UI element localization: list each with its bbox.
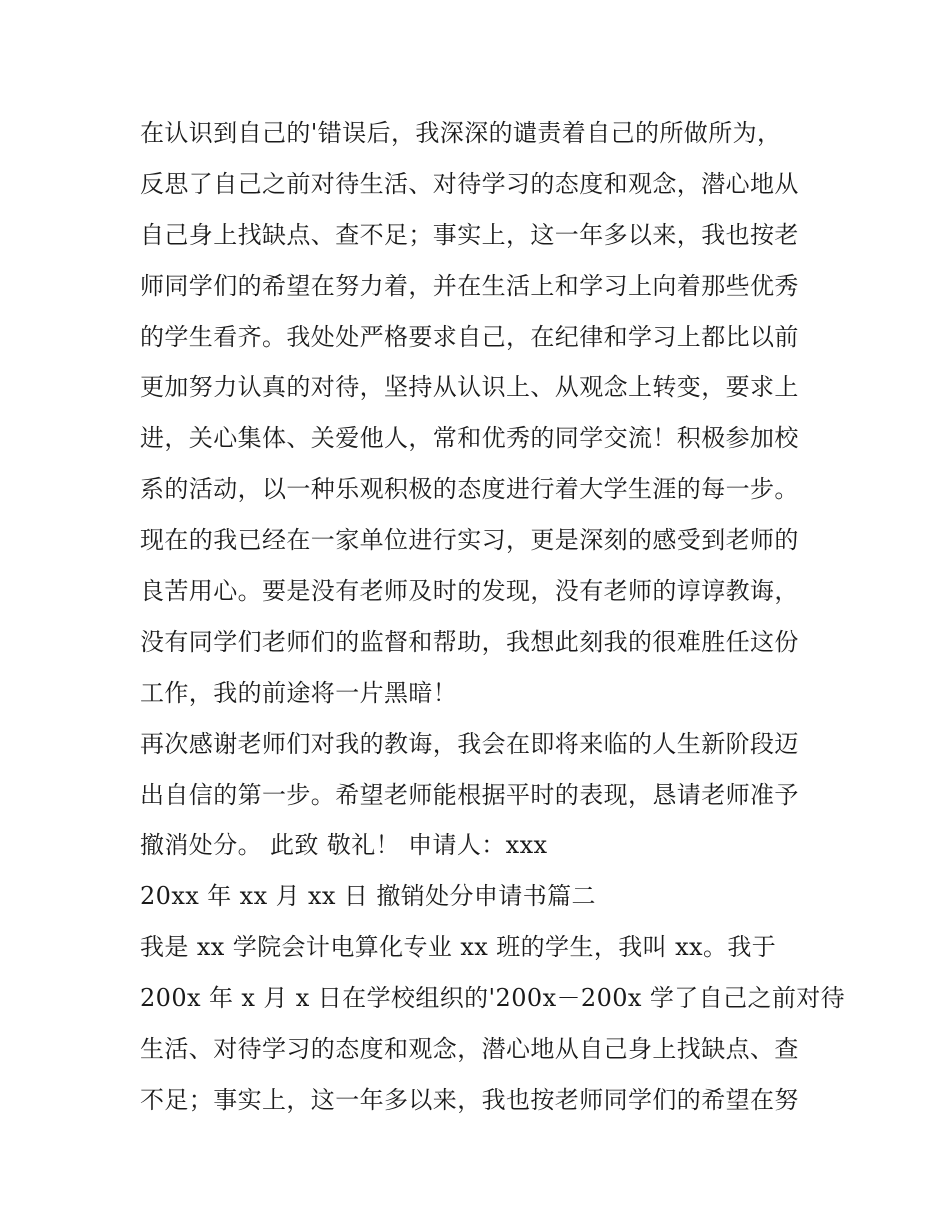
text-line: 师同学们的希望在努力着，并在生活上和学习上向着那些优秀 xyxy=(140,271,799,300)
text-line: 200x 年 x 月 x 日在学校组织的'200x－200x 学了自己之前对待 xyxy=(140,984,846,1013)
text-line: 的学生看齐。我处处严格要求自己，在纪律和学习上都比以前 xyxy=(140,322,799,351)
text-line: 撤消处分。 此致 敬礼！ 申请人：xxx xyxy=(140,831,548,860)
text-line: 生活、对待学习的态度和观念，潜心地从自己身上找缺点、查 xyxy=(140,1035,799,1064)
document-body xyxy=(140,108,846,1126)
text-line: 出自信的第一步。希望老师能根据平时的表现，恳请老师准予 xyxy=(140,780,799,809)
text-line: 更加努力认真的对待，坚持从认识上、从观念上转变，要求上 xyxy=(140,373,799,402)
text-line: 在认识到自己的'错误后，我深深的谴责着自己的所做所为， xyxy=(140,119,782,147)
text-line: 反思了自己之前对待生活、对待学习的态度和观念，潜心地从 xyxy=(140,169,799,198)
text-line: 我是 xx 学院会计电算化专业 xx 班的学生，我叫 xx。我于 xyxy=(140,933,777,962)
text-line: 现在的我已经在一家单位进行实习，更是深刻的感受到老师的 xyxy=(140,526,799,555)
text-line: 自己身上找缺点、查不足；事实上，这一年多以来，我也按老 xyxy=(140,220,799,249)
text-line: 没有同学们老师们的监督和帮助，我想此刻我的很难胜任这份 xyxy=(140,627,799,656)
text-line: 不足；事实上，这一年多以来，我也按老师同学们的希望在努 xyxy=(140,1085,799,1114)
section-heading-line: 20xx 年 xx 月 xx 日 撤销处分申请书篇二 xyxy=(140,882,596,911)
text-line: 进，关心集体、关爱他人，常和优秀的同学交流！积极参加校 xyxy=(140,424,799,453)
text-line: 再次感谢老师们对我的教诲，我会在即将来临的人生新阶段迈 xyxy=(140,729,799,758)
text-line: 系的活动，以一种乐观积极的态度进行着大学生涯的每一步。 xyxy=(140,475,799,504)
text-line: 工作，我的前途将一片黑暗！ xyxy=(140,678,458,707)
text-line: 良苦用心。要是没有老师及时的发现，没有老师的谆谆教诲， xyxy=(140,577,799,606)
